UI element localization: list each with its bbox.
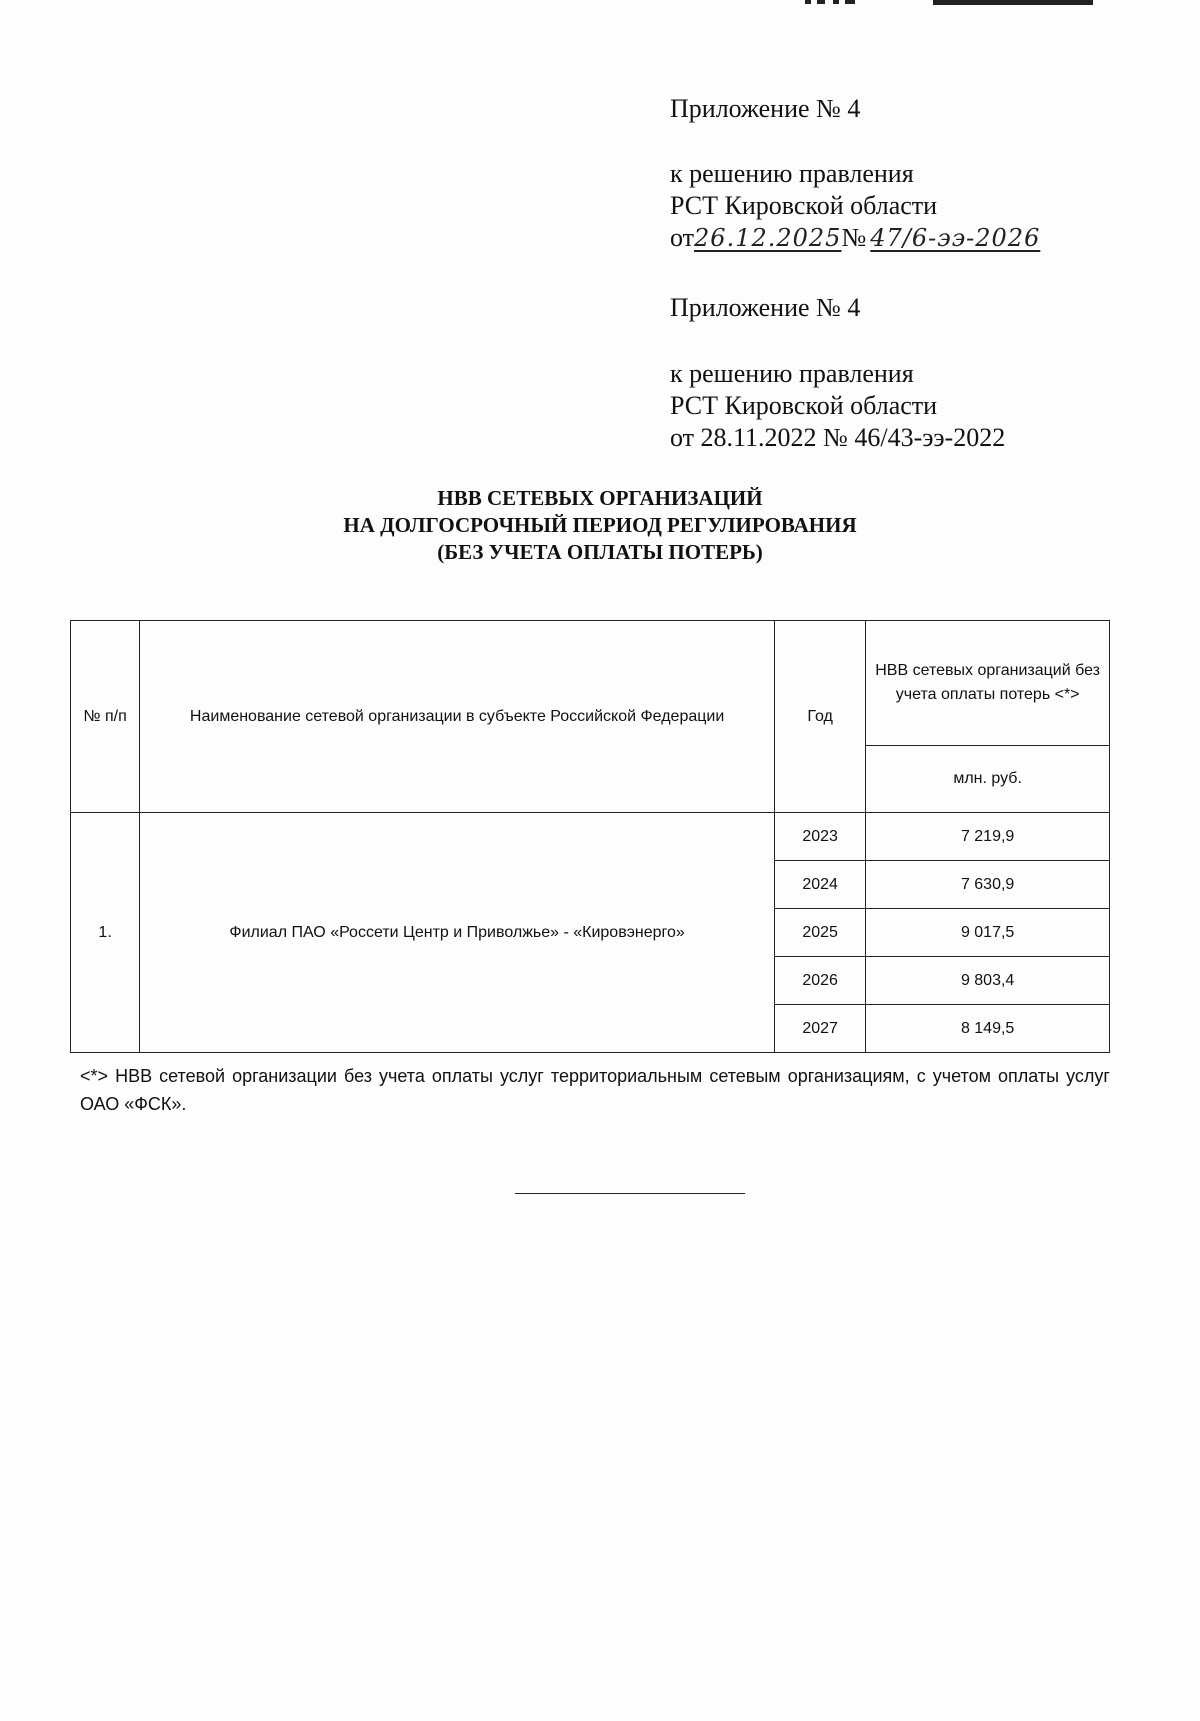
row-year: 2027: [775, 1005, 866, 1053]
decision-line-2: РСТ Кировской области: [670, 391, 938, 420]
decision-line-1: к решению правления: [670, 159, 914, 188]
row-org-name: Филиал ПАО «Россети Центр и Приволжье» - «Кировэнерго»: [140, 813, 775, 1053]
title-line-3: (БЕЗ УЧЕТА ОПЛАТЫ ПОТЕРЬ): [437, 540, 763, 564]
decision-line-3: [670, 222, 1040, 254]
row-value: 9 017,5: [866, 909, 1110, 957]
row-year: 2025: [775, 909, 866, 957]
appendix-previous-decision: [670, 358, 1005, 454]
title-line-2: НА ДОЛГОСРОЧНЫЙ ПЕРИОД РЕГУЛИРОВАНИЯ: [343, 513, 857, 537]
handwritten-decision-number: 47/6-ээ-2026: [870, 224, 1041, 252]
row-value: 7 219,9: [866, 813, 1110, 861]
scan-artifact: [805, 0, 1105, 6]
row-value: 7 630,9: [866, 861, 1110, 909]
table-row: [71, 813, 1110, 861]
row-year: 2026: [775, 957, 866, 1005]
nvv-table: [70, 620, 1110, 1053]
row-year: 2024: [775, 861, 866, 909]
header-num: № п/п: [71, 621, 140, 813]
from-prefix: от: [670, 223, 695, 252]
row-num: 1.: [71, 813, 140, 1053]
header-year: Год: [775, 621, 866, 813]
header-nvv: НВВ сетевых организаций без учета оплаты потерь <*>: [866, 621, 1110, 746]
row-value: 9 803,4: [866, 957, 1110, 1005]
decision-line-2: РСТ Кировской области: [670, 191, 938, 220]
row-year: 2023: [775, 813, 866, 861]
table-footnote: <*> НВВ сетевой организации без учета оплаты услуг территориальным сетевым организациям, с учетом оплаты услуг ОАО «ФСК».: [80, 1066, 1110, 1114]
header-unit: млн. руб.: [866, 746, 1110, 813]
handwritten-date: 26.12.2025: [694, 224, 842, 252]
row-value: 8 149,5: [866, 1005, 1110, 1053]
appendix-current-title: [670, 93, 860, 125]
decision-line-3: от 28.11.2022 № 46/43-ээ-2022: [670, 423, 1006, 452]
table-header-row: [71, 621, 1110, 746]
number-prefix: №: [841, 223, 867, 252]
appendix-previous-title: [670, 292, 860, 324]
appendix-title: Приложение № 4: [670, 94, 861, 123]
document-title: [0, 485, 1200, 566]
appendix-title: Приложение № 4: [670, 293, 861, 322]
end-divider: [515, 1193, 745, 1194]
appendix-current-decision: [670, 158, 1040, 254]
decision-line-1: к решению правления: [670, 359, 914, 388]
header-org-name: Наименование сетевой организации в субъекте Российской Федерации: [140, 621, 775, 813]
title-line-1: НВВ СЕТЕВЫХ ОРГАНИЗАЦИЙ: [437, 486, 763, 510]
